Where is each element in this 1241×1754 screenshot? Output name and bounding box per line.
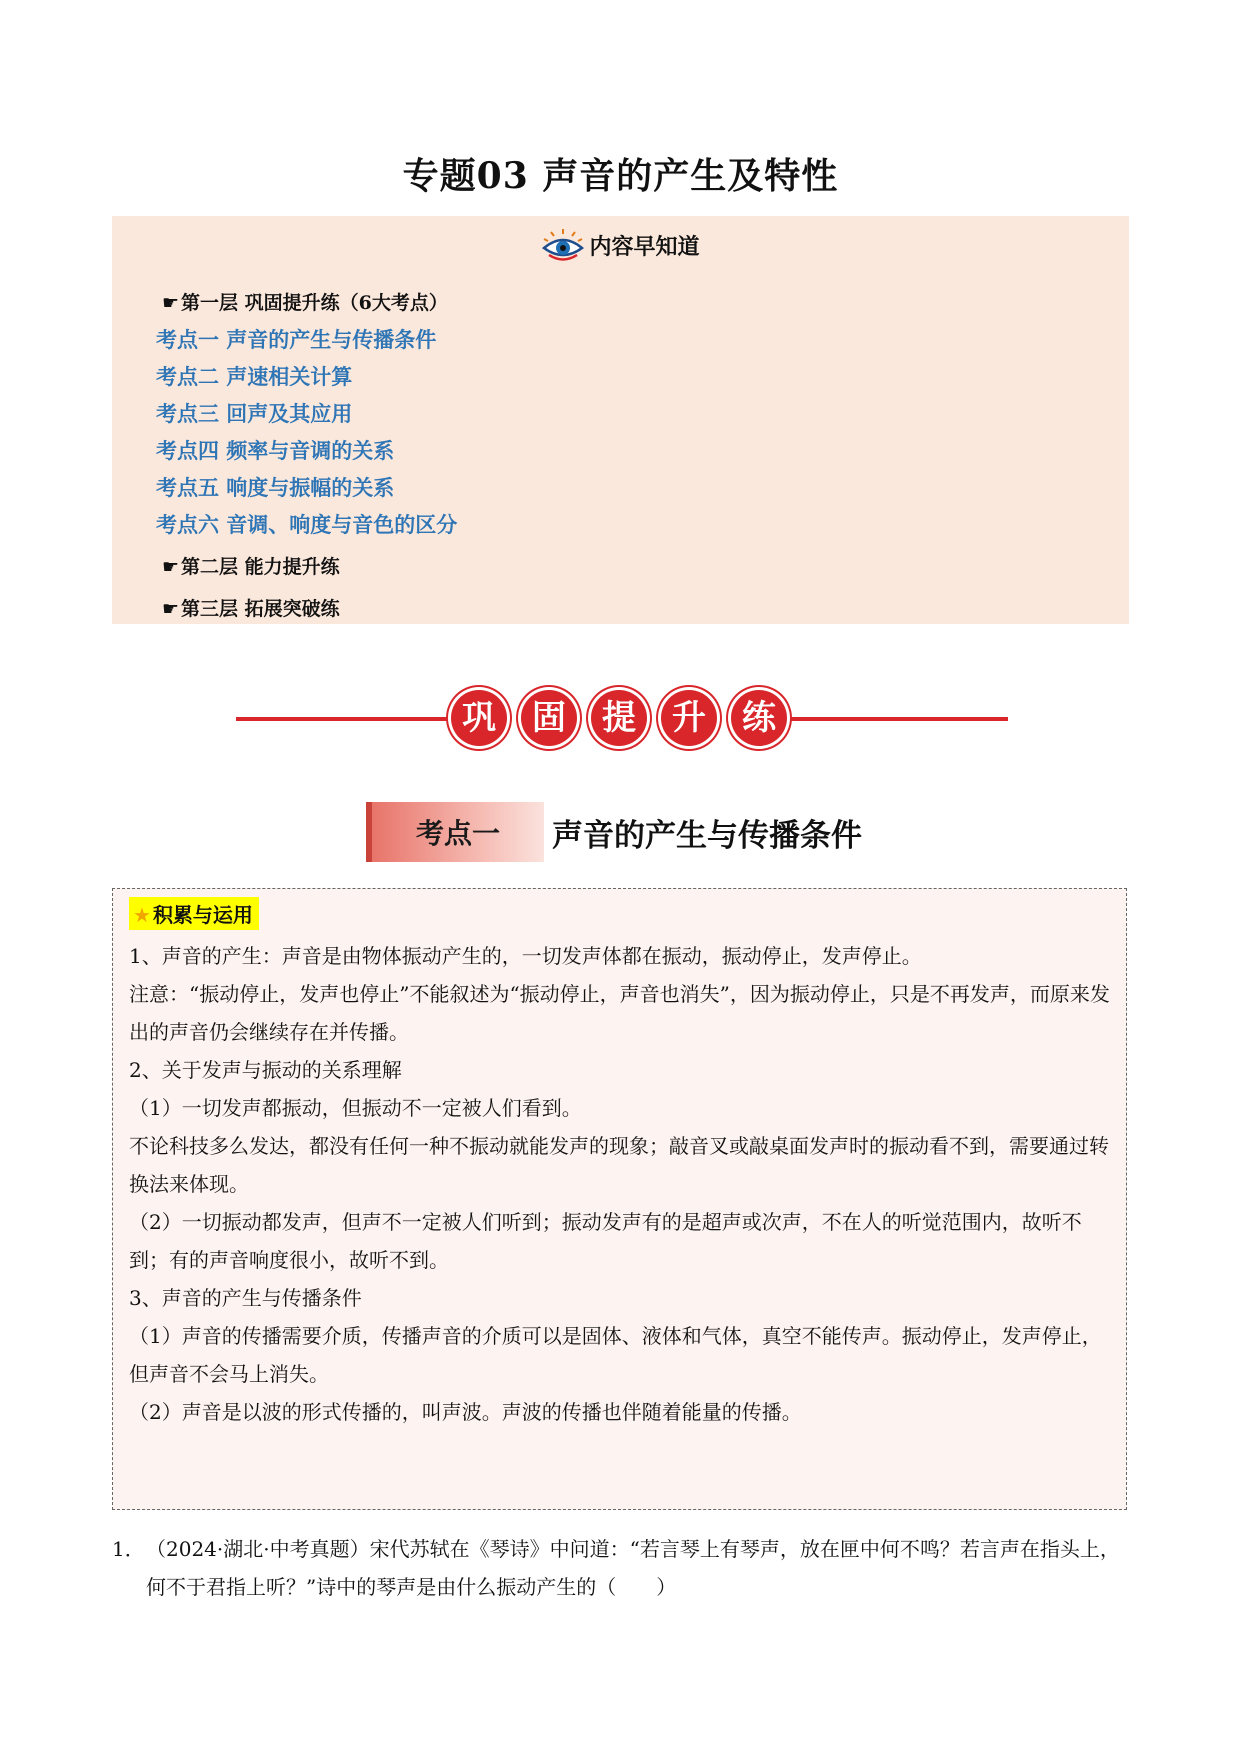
knowledge-paragraph: （1）声音的传播需要介质，传播声音的介质可以是固体、液体和气体，真空不能传声。振动停止，发声停止，但声音不会马上消失。 xyxy=(129,1324,1102,1386)
section-badge: 考点一 xyxy=(366,802,544,862)
banner-chars xyxy=(451,690,787,746)
banner-line-right xyxy=(791,717,1008,721)
page-title: 专题03 声音的产生及特性 xyxy=(402,155,839,197)
toc-layer-3[interactable]: ☛ 第三层 拓展突破练 xyxy=(162,598,340,620)
star-icon: ★ xyxy=(133,903,151,927)
toc-header: 内容早知道 xyxy=(112,228,1129,268)
banner-char: 升 xyxy=(661,690,717,746)
toc-link-kp3[interactable]: 考点三 回声及其应用 xyxy=(156,401,353,426)
knowledge-paragraph: 不论科技多么发达，都没有任何一种不振动就能发声的现象；敲音叉或敲桌面发声时的振动看不到，需要通过转换法来体现。 xyxy=(129,1134,1109,1196)
knowledge-paragraph: 2、关于发声与振动的关系理解 xyxy=(129,1058,402,1082)
banner-line-left xyxy=(236,717,451,721)
knowledge-paragraph: （2）声音是以波的形式传播的，叫声波。声波的传播也伴随着能量的传播。 xyxy=(129,1400,802,1424)
knowledge-paragraph: （1）一切发声都振动，但振动不一定被人们看到。 xyxy=(129,1096,582,1120)
question-text: （2024·湖北·中考真题）宋代苏轼在《琴诗》中问道：“若言琴上有琴声，放在匣中何不鸣？若言声在指头上，何不于君指上听？”诗中的琴声是由什么振动产生的（ ） xyxy=(146,1537,1120,1599)
toc-layer-2[interactable]: ☛ 第二层 能力提升练 xyxy=(162,556,340,578)
toc-link-kp1[interactable]: 考点一 声音的产生与传播条件 xyxy=(156,327,437,352)
toc-link-kp2[interactable]: 考点二 声速相关计算 xyxy=(156,364,353,389)
toc-link-kp6[interactable]: 考点六 音调、响度与音色的区分 xyxy=(156,512,458,537)
knowledge-tag: ★ 积累与运用 xyxy=(129,897,259,930)
pointing-hand-icon: ☛ xyxy=(162,556,180,578)
section-heading xyxy=(366,800,862,864)
section-banner xyxy=(236,690,1008,748)
knowledge-paragraph: 3、声音的产生与传播条件 xyxy=(129,1286,362,1310)
toc-link-kp5[interactable]: 考点五 响度与振幅的关系 xyxy=(156,475,395,500)
pointing-hand-icon: ☛ xyxy=(162,292,180,314)
toc-link-kp4[interactable]: 考点四 频率与音调的关系 xyxy=(156,438,395,463)
section-title: 声音的产生与传播条件 xyxy=(552,817,862,854)
knowledge-paragraph: 1、声音的产生：声音是由物体振动产生的，一切发声体都在振动，振动停止，发声停止。 xyxy=(129,944,922,968)
question-1 xyxy=(112,1530,1129,1606)
toc-panel xyxy=(112,216,1129,624)
knowledge-paragraph: 注意：“振动停止，发声也停止”不能叙述为“振动停止，声音也消失”，因为振动停止，只是不再发声，而原来发出的声音仍会继续存在并传播。 xyxy=(129,982,1110,1044)
question-number: 1． xyxy=(112,1537,145,1561)
pointing-hand-icon: ☛ xyxy=(162,598,180,620)
knowledge-box xyxy=(112,888,1127,1510)
banner-char: 固 xyxy=(521,690,577,746)
banner-char: 巩 xyxy=(451,690,507,746)
banner-char: 练 xyxy=(731,690,787,746)
eye-icon xyxy=(541,228,585,268)
banner-char: 提 xyxy=(591,690,647,746)
knowledge-paragraph: （2）一切振动都发声，但声不一定被人们听到；振动发声有的是超声或次声，不在人的听觉范围内，故听不到；有的声音响度很小，故听不到。 xyxy=(129,1210,1082,1272)
toc-layer-1[interactable]: ☛ 第一层 巩固提升练（6大考点） xyxy=(162,292,448,314)
